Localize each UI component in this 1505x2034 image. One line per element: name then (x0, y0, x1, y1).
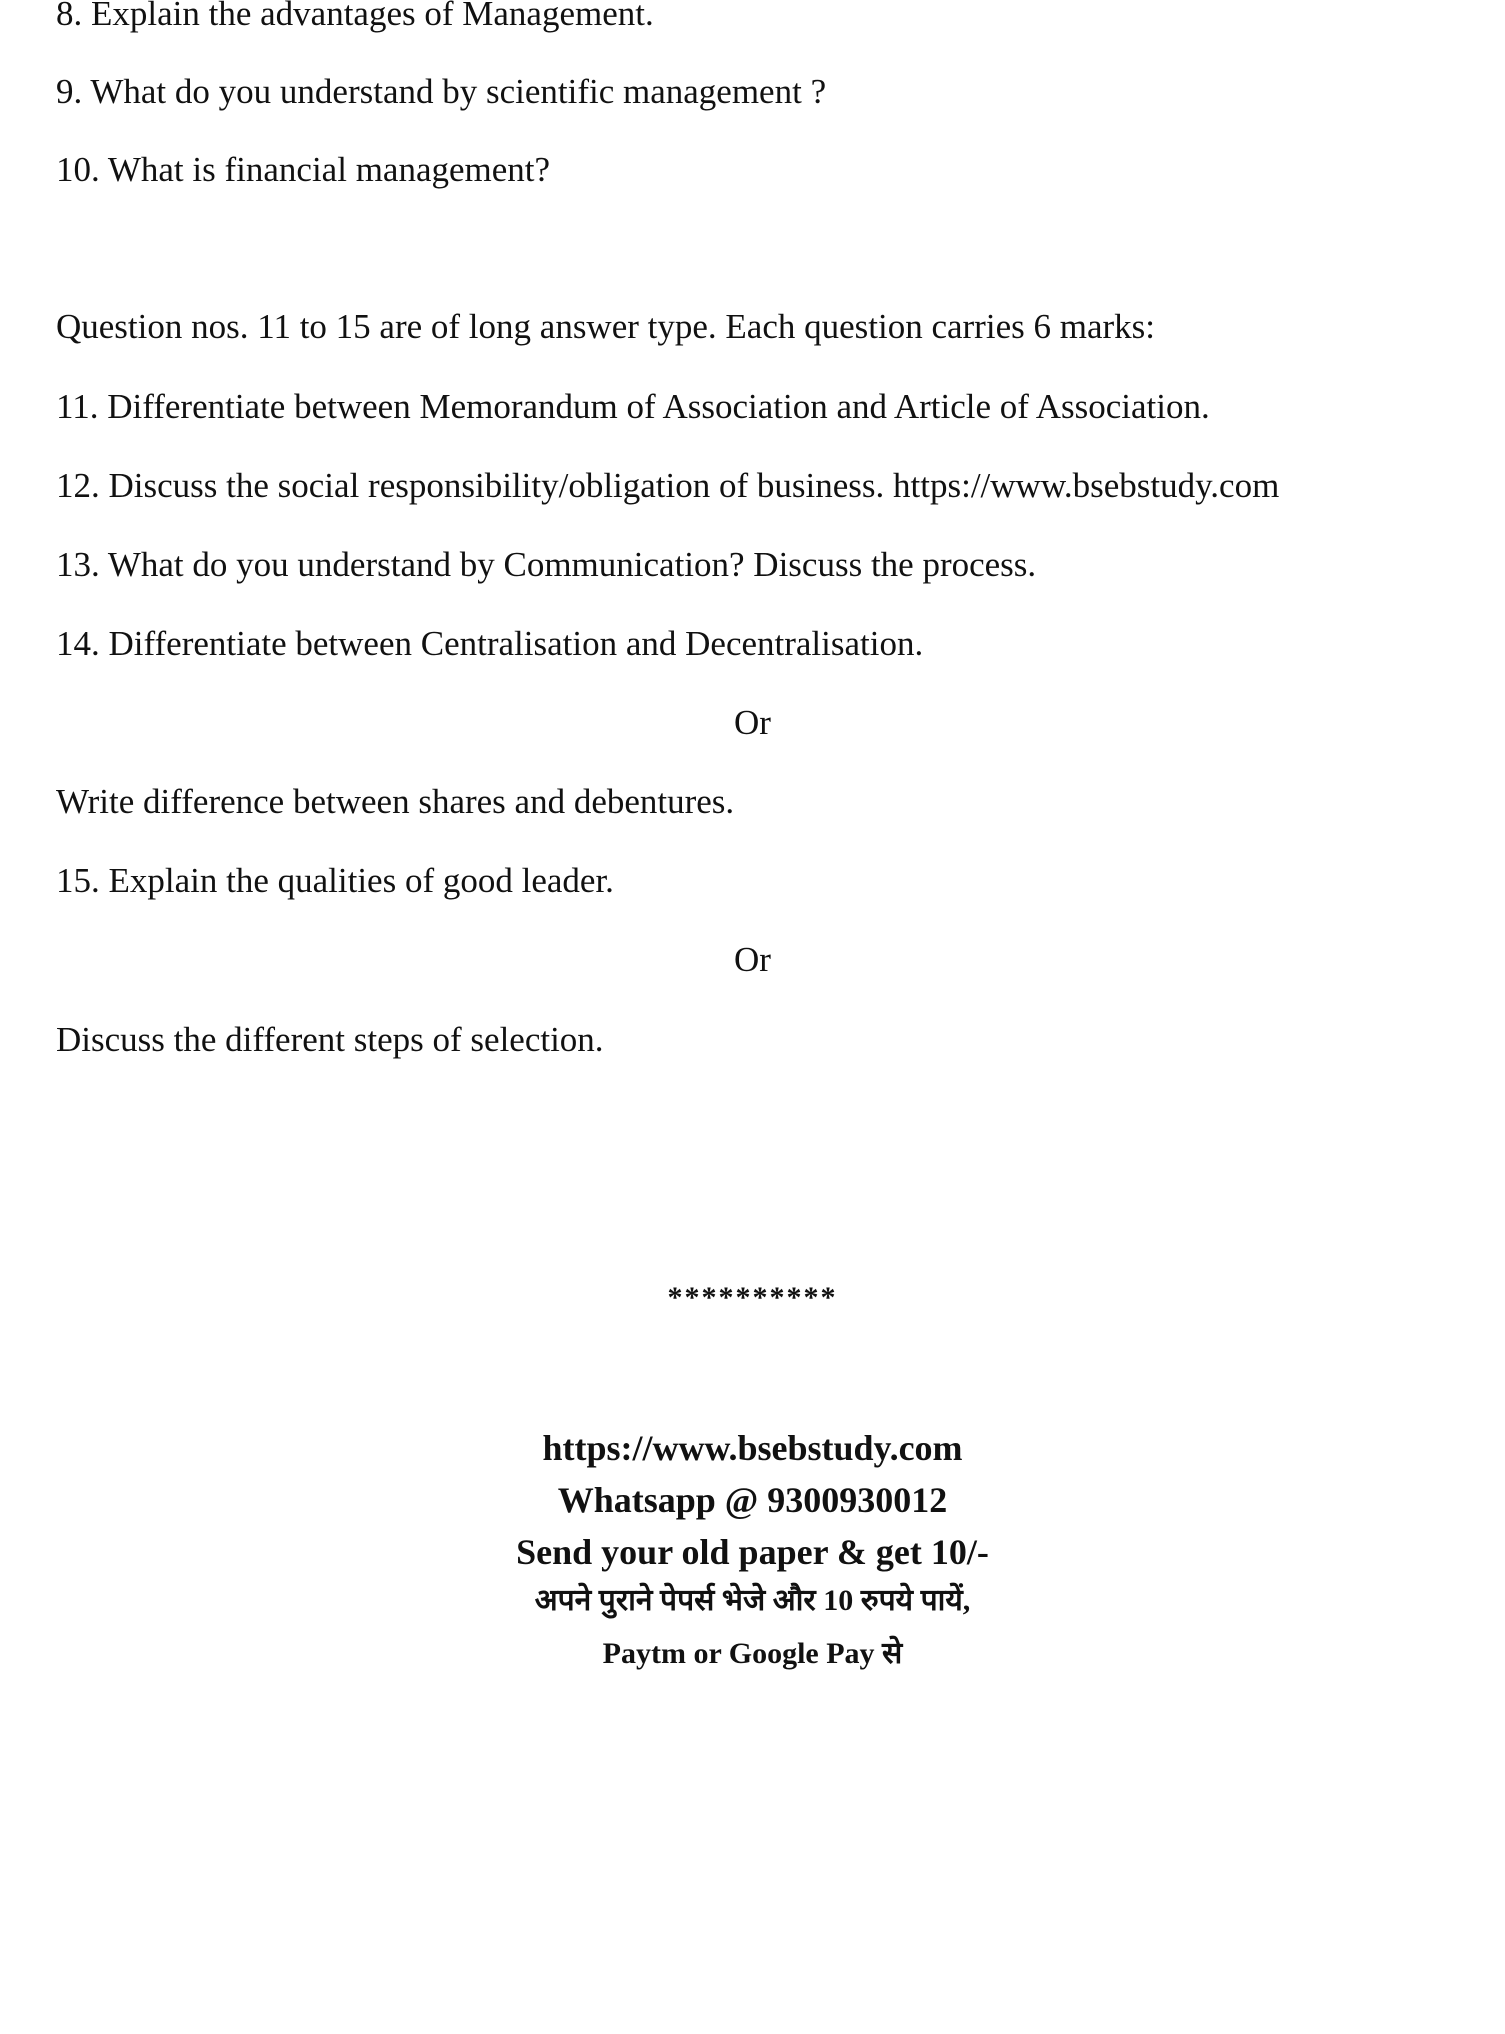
footer-offer: Send your old paper & get 10/- (516, 1532, 989, 1572)
question-10: 10. What is financial management? (56, 150, 551, 189)
question-8: 8. Explain the advantages of Management. (56, 0, 654, 33)
end-marker: ********** (667, 1281, 838, 1314)
footer-hindi-offer: अपने पुराने पेपर्स भेजे और 10 रुपये पायें, (534, 1584, 971, 1617)
or-separator-15: Or (734, 940, 771, 979)
or-separator-14: Or (734, 703, 771, 742)
footer-payment: Paytm or Google Pay से (602, 1637, 903, 1670)
question-11: 11. Differentiate between Memorandum of Association and Article of Association. (56, 387, 1210, 426)
question-13: 13. What do you understand by Communication? Discuss the process. (56, 545, 1037, 584)
footer-url[interactable]: https://www.bsebstudy.com (542, 1428, 963, 1468)
footer-whatsapp: Whatsapp @ 9300930012 (557, 1480, 948, 1520)
question-15: 15. Explain the qualities of good leader. (56, 861, 614, 900)
question-12: 12. Discuss the social responsibility/obligation of business. https://www.bsebstudy.com (56, 466, 1280, 505)
question-14: 14. Differentiate between Centralisation and Decentralisation. (56, 624, 924, 663)
question-9: 9. What do you understand by scientific management ? (56, 72, 827, 111)
question-14-alternative: Write difference between shares and debentures. (56, 782, 735, 821)
question-15-alternative: Discuss the different steps of selection. (56, 1020, 604, 1059)
long-answer-instruction: Question nos. 11 to 15 are of long answer type. Each question carries 6 marks: (56, 307, 1155, 346)
